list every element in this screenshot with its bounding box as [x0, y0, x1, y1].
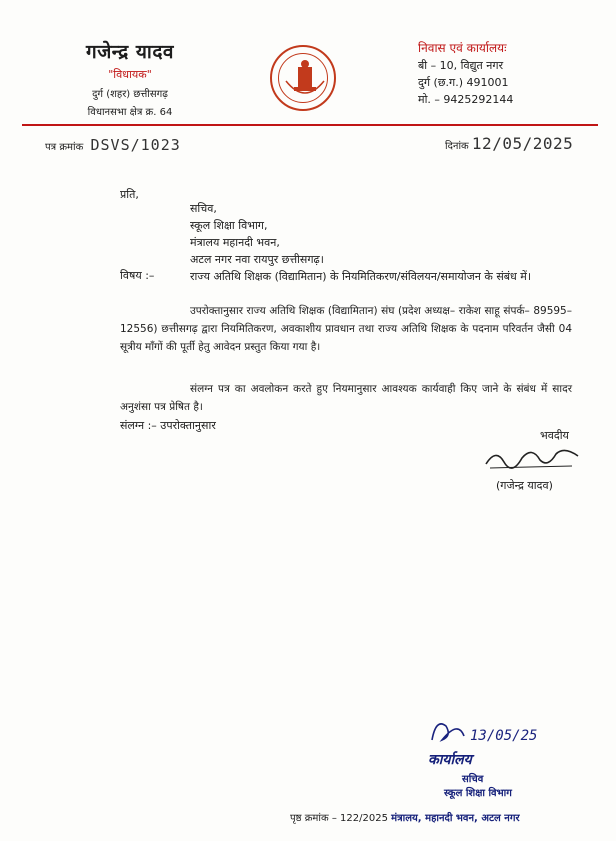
header-divider — [22, 124, 598, 126]
date-value: 12/05/2025 — [471, 134, 574, 153]
letterhead-right — [418, 40, 588, 108]
body-paragraph-2: संलग्न पत्र का अवलोकन करते हुए नियमानुसार आवश्यक कार्यवाही किए जाने के संबंध में सादर अनुशंसा पत्र प्रेषित है। — [120, 383, 572, 413]
assembly-emblem — [270, 45, 336, 111]
reference-number — [45, 136, 181, 154]
subject-text: राज्य अतिथि शिक्षक (विद्यामितान) के नियमितिकरण/संविलयन/समायोजन के संबंध में। — [190, 270, 532, 283]
footer-page-number: पृष्ठ क्रमांक – 122/2025 — [290, 813, 388, 824]
page-footer — [290, 810, 520, 824]
address-line-2: दुर्ग (छ.ग.) 491001 — [418, 76, 509, 89]
assembly-number: विधानसभा क्षेत्र क्र. 64 — [87, 107, 173, 118]
recipient-address — [190, 200, 324, 268]
stamp-line-1: सचिव — [462, 774, 484, 785]
signatory-name: (गजेन्द्र यादव) — [496, 479, 553, 492]
recipient-line-1: सचिव, — [190, 202, 217, 215]
letterhead-left — [40, 38, 220, 118]
recipient-line-4: अटल नगर नवा रायपुर छत्तीसगढ़। — [190, 253, 324, 266]
body-paragraph-1: उपरोक्तानुसार राज्य अतिथि शिक्षक (विद्यामितान) संघ (प्रदेश अध्यक्ष– राकेश साहू संपर्क– 89595–12556) छत्तीसगढ़ द्वारा नियमितिकरण, अवकाशीय प्रावधान तथा राज्य अतिथि शिक्षक के पदनाम परिवर्तन जैसी 04 सूत्रीय माँगों की पूर्ती हेतु आवेदन प्रस्तुत किया गया है। — [120, 305, 572, 353]
enclosure-note: संलग्न :– उपरोक्तानुसार — [120, 419, 216, 432]
phone-number: मो. – 9425292144 — [418, 93, 514, 106]
subject-label: विषय :– — [120, 269, 155, 282]
reference-label: पत्र क्रमांक — [45, 142, 84, 153]
address-line-1: बी – 10, विद्युत नगर — [418, 59, 504, 72]
constituency: दुर्ग (शहर) छत्तीसगढ़ — [92, 89, 168, 100]
emblem-icon — [272, 47, 338, 113]
closing-bhavdiya: भवदीय — [540, 429, 569, 442]
salutation-prati: प्रति, — [120, 188, 139, 201]
mla-name: गजेन्द्र यादव — [86, 41, 174, 63]
reference-value: DSVS/1023 — [90, 136, 181, 154]
stamp-initial-scribble — [428, 716, 468, 746]
stamp-office: कार्यालय — [428, 752, 472, 768]
stamp-date-handwritten: 13/05/25 — [470, 728, 538, 744]
signature-scribble — [482, 440, 582, 474]
recipient-line-2: स्कूल शिक्षा विभाग, — [190, 219, 268, 232]
mla-role: "विधायक" — [108, 68, 152, 81]
footer-institution: मंत्रालय, महानदी भवन, अटल नगर — [391, 813, 520, 824]
stamp-line-2: स्कूल शिक्षा विभाग — [444, 788, 512, 799]
date-label: दिनांक — [445, 141, 469, 152]
receipt-stamp — [428, 722, 578, 799]
letter-date — [445, 134, 573, 153]
address-title: निवास एवं कार्यालयः — [418, 41, 507, 55]
recipient-line-3: मंत्रालय महानदी भवन, — [190, 236, 280, 249]
